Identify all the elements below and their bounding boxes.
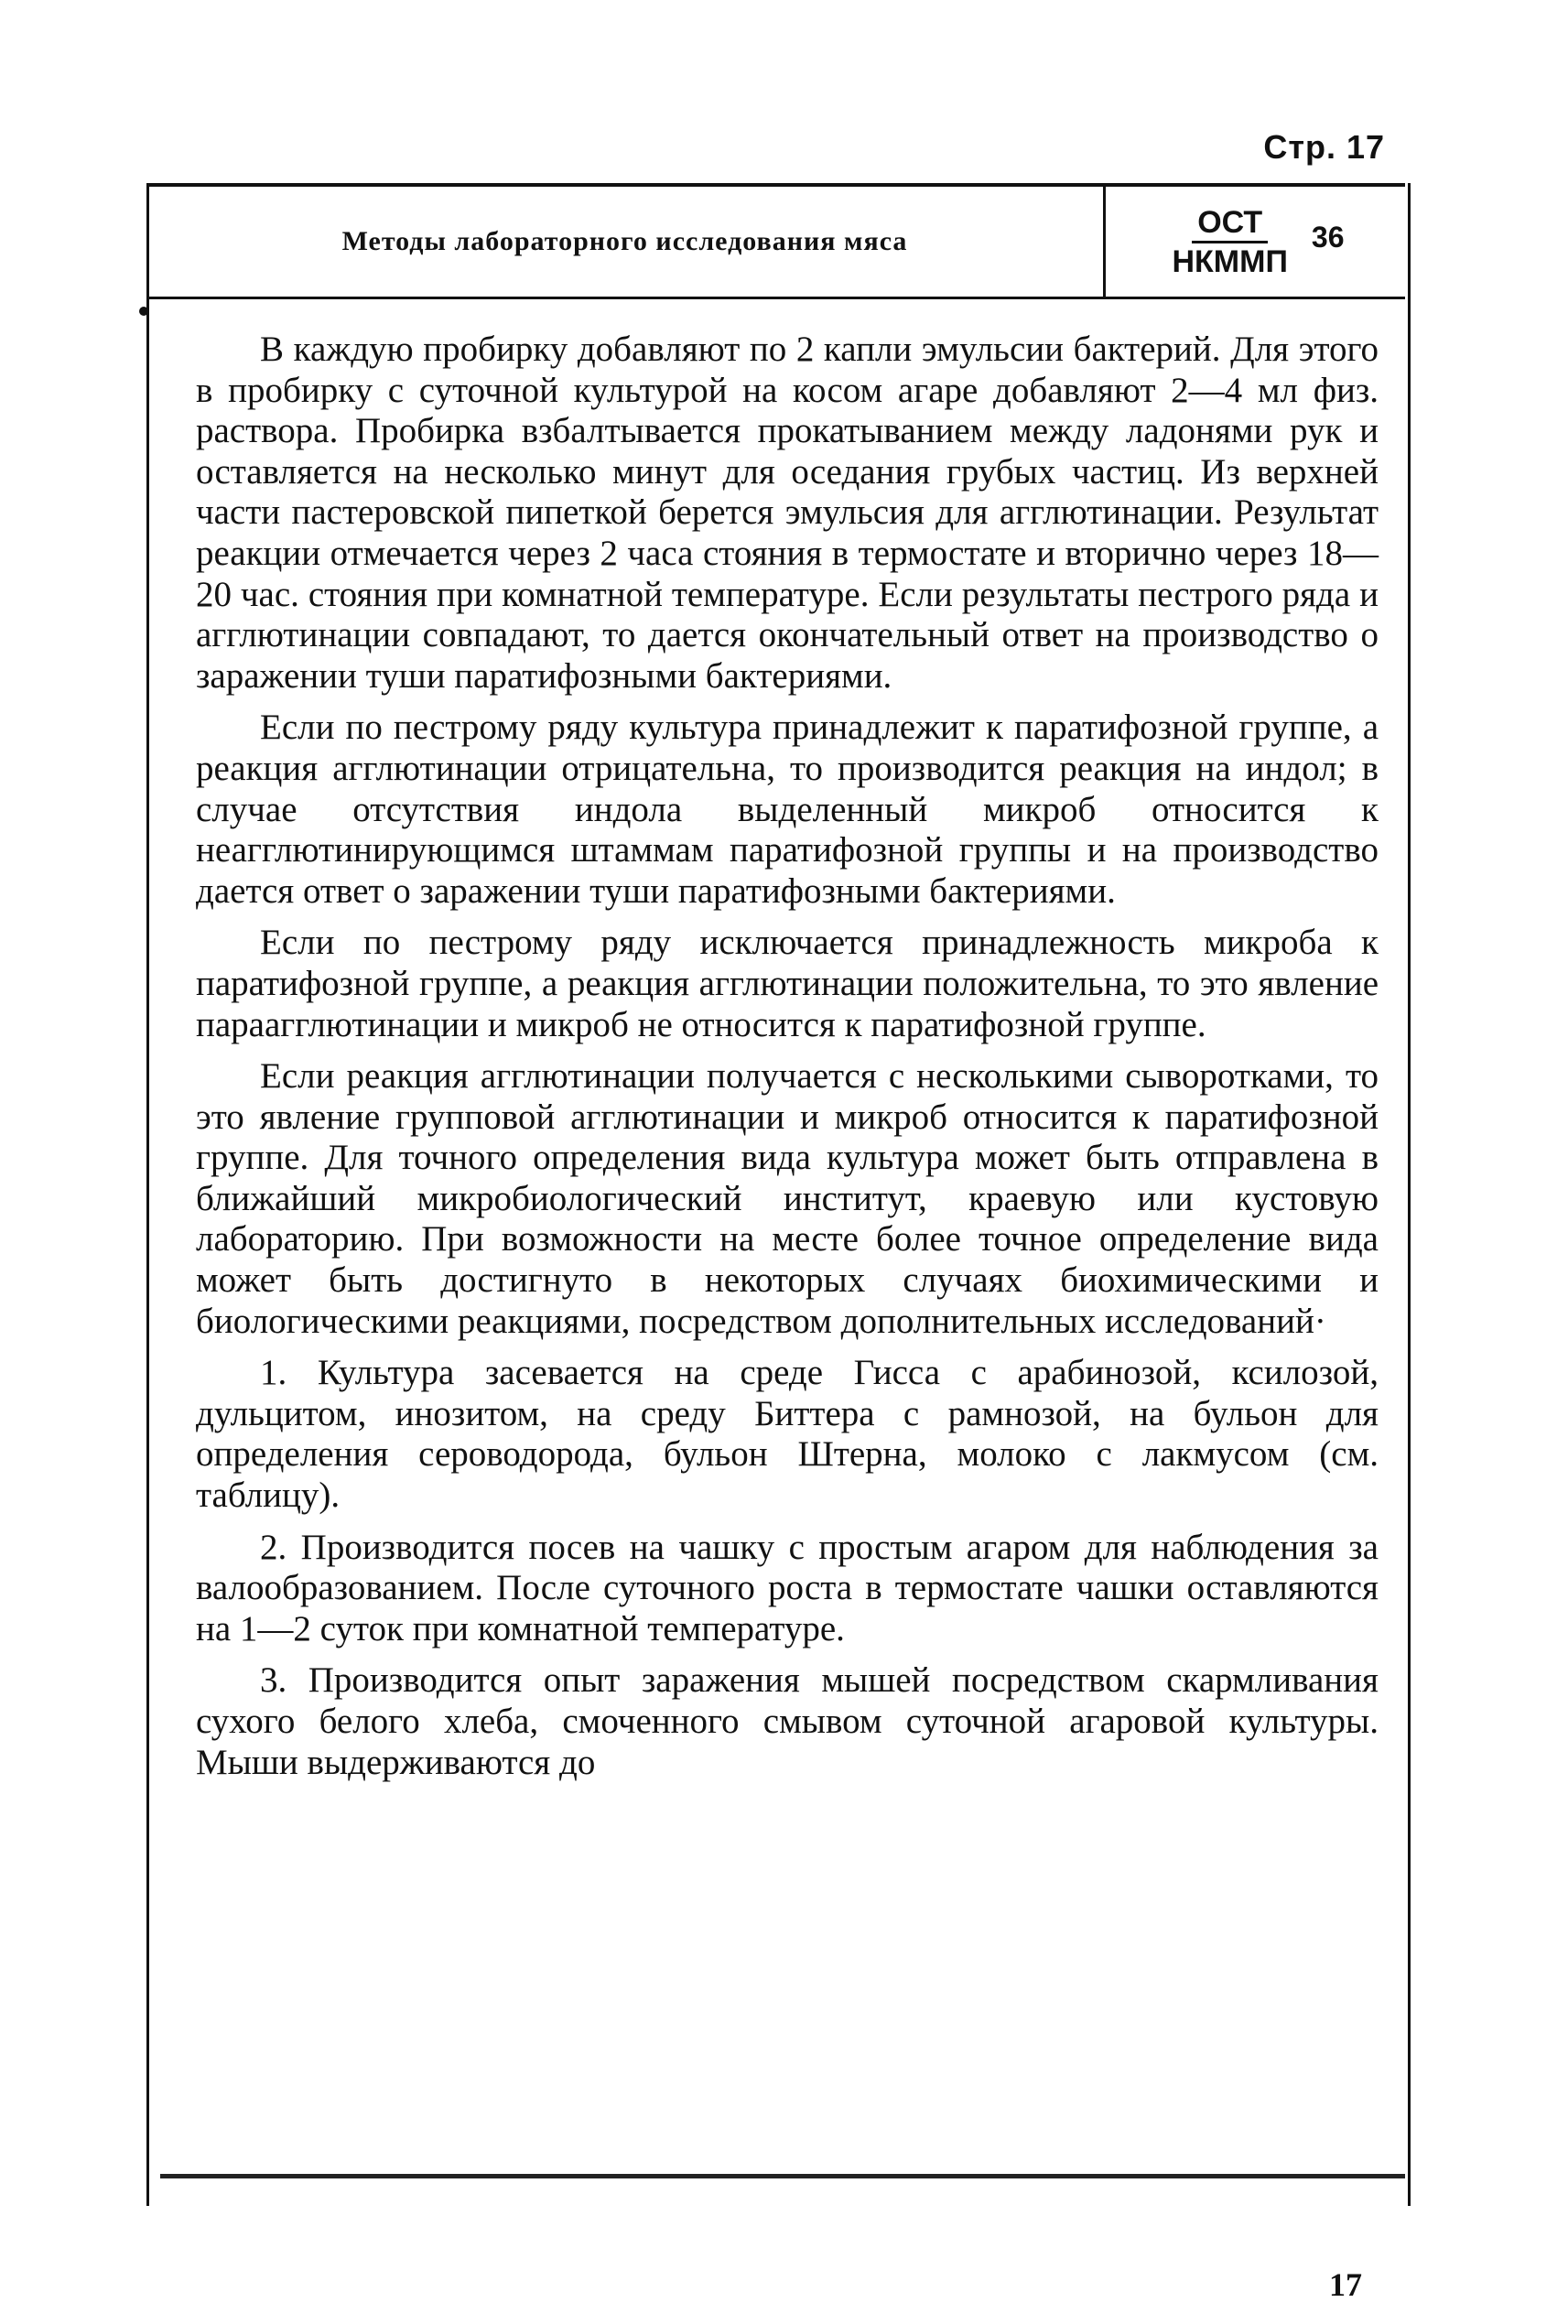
numbered-paragraph: 3. Производится опыт заражения мышей посредством скармливания сухого белого хлеба, смоченного смывом суточной агаровой культуры. Мыши выдерживаются до bbox=[196, 1660, 1379, 1782]
paragraph: В каждую пробирку добавляют по 2 капли эмульсии бактерий. Для этого в пробирку с суточной культурой на косом агаре добавляют 2—4 мл физ. раствора. Пробирка взбалтывается прокатыванием между ладонями рук и оставляется на несколько минут для оседания грубых частиц. Из верхней части пастеровской пипеткой берется эмульсия для агглютинации. Результат реакции отмечается через 2 часа стояния в термостате и вторично через 18—20 час. стояния при комнатной температуре. Если результаты пестрого ряда и агглютинации совпадают, то дается окончательный ответ на производство о заражении туши паратифозными бактериями. bbox=[196, 330, 1379, 696]
footer-rule bbox=[160, 2174, 1405, 2178]
standard-code-number: 36 bbox=[1311, 220, 1345, 254]
page-label: Стр. 17 bbox=[1263, 128, 1385, 166]
document-header bbox=[146, 183, 1405, 299]
standard-code-fraction bbox=[1167, 204, 1293, 280]
numbered-paragraph: 2. Производится посев на чашку с простым агаром для наблюдения за валообразованием. После суточного роста в термостате чашки оставляются на 1—2 суток при комнатной температуре. bbox=[196, 1527, 1379, 1648]
standard-code-bottom: НКММП bbox=[1172, 243, 1288, 279]
page-number: 17 bbox=[1329, 2266, 1362, 2303]
standard-code bbox=[1106, 187, 1405, 297]
paragraph: Если реакция агглютинации получается с несколькими сыворотками, то это явление групповой агглютинации и микроб относится к паратифозной группе. Для точного определения вида культура может быть отправлена в ближайший микробиологический институт, краевую или кустовую лабораторию. При возможности на месте более точное определение вида может быть достигнуто в некоторых случаях биохимическими и биологическими реакциями, посредством дополнительных исследований· bbox=[196, 1056, 1379, 1341]
paragraph: Если по пестрому ряду культура принадлежит к паратифозной группе, а реакция агглютинации отрицательна, то производится реакция на индол; в случае отсутствия индола выделенный микроб относится к неагглютинирующимся штаммам паратифозной группы и на производство дается ответ о заражении туши паратифозными бактериями. bbox=[196, 708, 1379, 911]
paragraph: Если по пестрому ряду исключается принадлежность микроба к паратифозной группе, а реакция агглютинации положительна, то это явление параагглютинации и микроб не относится к паратифозной группе. bbox=[196, 923, 1379, 1044]
header-title: Методы лабораторного исследования мяса bbox=[146, 187, 1106, 297]
body-text bbox=[196, 330, 1379, 1794]
standard-code-top: ОСТ bbox=[1192, 204, 1268, 243]
numbered-paragraph: 1. Культура засевается на среде Гисса с арабинозой, ксилозой, дульцитом, инозитом, на среду Биттера с рамнозой, на бульон для определения сероводорода, бульон Штерна, молоко с лакмусом (см. таблицу). bbox=[196, 1353, 1379, 1516]
margin-mark bbox=[139, 307, 148, 316]
